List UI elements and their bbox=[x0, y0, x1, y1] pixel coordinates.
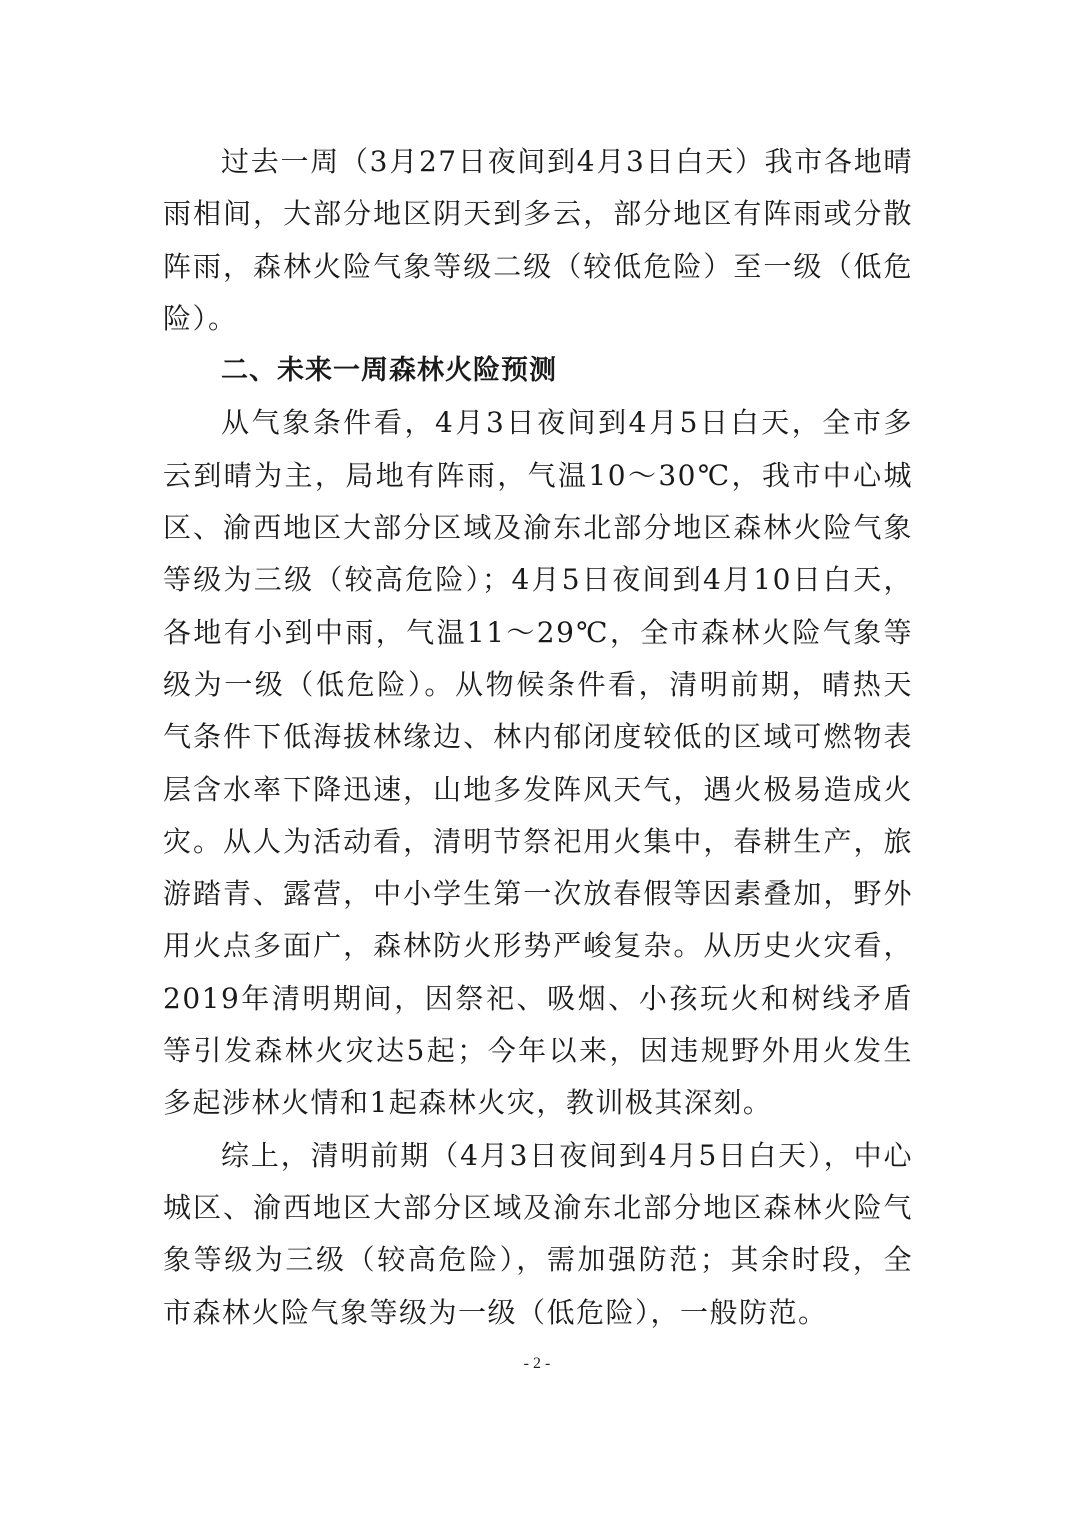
document-body bbox=[163, 136, 913, 1339]
section-heading: 二、未来一周森林火险预测 bbox=[221, 355, 557, 387]
paragraph-forecast: 从气象条件看，4月3日夜间到4月5日白天，全市多云到晴为主，局地有阵雨，气温10～30℃，我市中心城区、渝西地区大部分区域及渝东北部分地区森林火险气象等级为三级（较高危险）；4月5日夜间到4月10日白天，各地有小到中雨，气温11～29℃，全市森林火险气象等级为一级（低危险）。从物候条件看，清明前期，晴热天气条件下低海拔林缘边、林内郁闭度较低的区域可燃物表层含水率下降迅速，山地多发阵风天气，遇火极易造成火灾。从人为活动看，清明节祭祀用火集中，春耕生产，旅游踏青、露营，中小学生第一次放春假等因素叠加，野外用火点多面广，森林防火形势严峻复杂。从历史火灾看，2019年清明期间，因祭祀、吸烟、小孩玩火和树线矛盾等引发森林火灾达5起；今年以来，因违规野外用火发生多起涉林火情和1起森林火灾，教训极其深刻。 bbox=[163, 406, 913, 1120]
paragraph-summary: 综上，清明前期（4月3日夜间到4月5日白天），中心城区、渝西地区大部分区域及渝东北部分地区森林火险气象等级为三级（较高危险），需加强防范；其余时段，全市森林火险气象等级为一级（低危险），一般防范。 bbox=[163, 1138, 913, 1329]
page-number: - 2 - bbox=[523, 1355, 551, 1372]
paragraph-past-week: 过去一周（3月27日夜间到4月3日白天）我市各地晴雨相间，大部分地区阴天到多云，部分地区有阵雨或分散阵雨，森林火险气象等级二级（较低危险）至一级（低危险）。 bbox=[163, 145, 913, 335]
